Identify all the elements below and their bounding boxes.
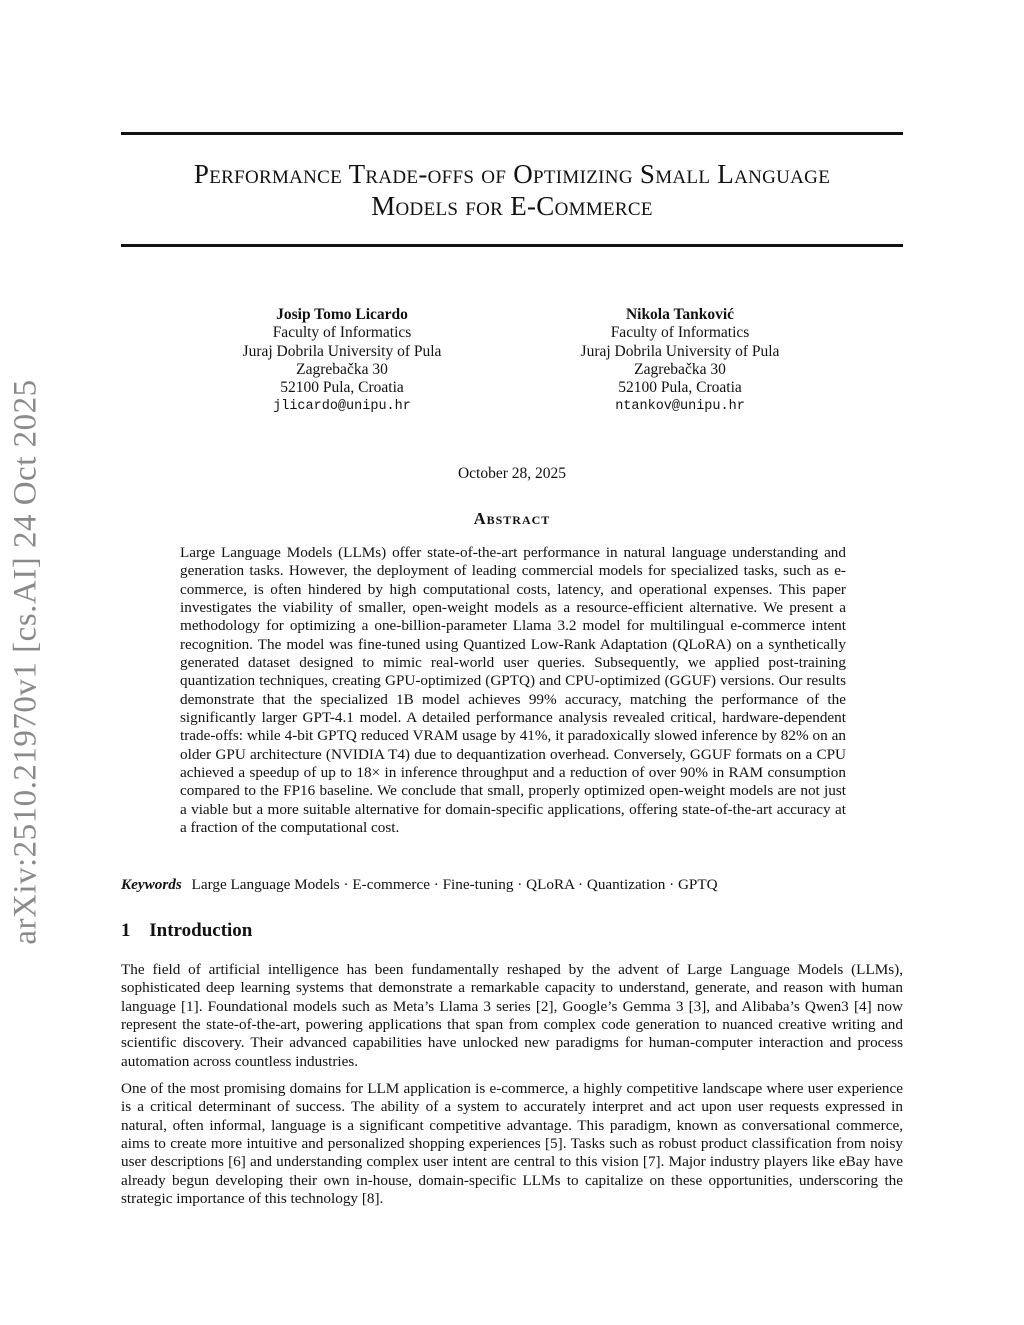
author-street: Zagrebačka 30 bbox=[296, 360, 388, 378]
paper-title-line-2: Models for E-Commerce bbox=[371, 191, 653, 221]
arxiv-identifier: arXiv:2510.21970v1 [cs.AI] 24 Oct 2025 bbox=[7, 379, 44, 945]
arxiv-sidebar bbox=[2, 372, 50, 952]
author-city: 52100 Pula, Croatia bbox=[618, 379, 742, 397]
author-block-2 bbox=[530, 306, 830, 417]
paper-title-line-1: Performance Trade-offs of Optimizing Small Language bbox=[193, 159, 831, 189]
author-name: Josip Tomo Licardo bbox=[276, 306, 408, 323]
keywords-label: Keywords bbox=[121, 876, 182, 893]
paper-title bbox=[121, 158, 903, 222]
publication-date: October 28, 2025 bbox=[457, 465, 567, 482]
author-name: Nikola Tanković bbox=[625, 306, 735, 323]
section-heading-introduction bbox=[121, 920, 252, 942]
intro-paragraph-2: One of the most promising domains for LLM application is e-commerce, a highly competitive landscape where user experience is a critical determinant of success. The ability of a system to accurately interpret and act upon user requests expressed in natural, often informal, language is a significant competitive advantage. This paradigm, known as conversational commerce, aims to create more intuitive and personalized shopping experiences [5]. Tasks such as robust product classification from noisy user descriptions [6] and understanding complex user intent are central to this vision [7]. Major industry players like eBay have already begun developing their own in-house, domain-specific LLMs to capitalize on these opportunities, underscoring the strategic importance of this technology [8]. bbox=[121, 1080, 903, 1208]
intro-paragraph-1: The field of artificial intelligence has been fundamentally reshaped by the advent of Large Language Models (LLMs), sophisticated deep learning systems that demonstrate a remarkable capacity to understand, generate, and reason with human language [1]. Foundational models such as Meta’s Llama 3 series [2], Google’s Gemma 3 [3], and Alibaba’s Qwen3 [4] now represent the state-of-the-art, powering applications that span from complex code generation to nuanced creative writing and scientific discovery. Their advanced capabilities have unlocked new paradigms for human-computer interaction and process automation across countless industries. bbox=[121, 961, 903, 1070]
keywords-list: Large Language Models · E-commerce · Fine-tuning · QLoRA · Quantization · GPTQ bbox=[191, 876, 718, 893]
abstract-heading: Abstract bbox=[473, 509, 551, 528]
author-university: Juraj Dobrila University of Pula bbox=[580, 342, 780, 360]
section-title: Introduction bbox=[149, 920, 253, 941]
section-number: 1 bbox=[121, 920, 131, 941]
author-block-1 bbox=[192, 306, 492, 417]
author-street: Zagrebačka 30 bbox=[634, 360, 726, 378]
title-top-rule bbox=[121, 132, 903, 135]
author-affiliation: Faculty of Informatics bbox=[272, 324, 412, 342]
abstract-body: Large Language Models (LLMs) offer state-of-the-art performance in natural language understanding and generation tasks. However, the deployment of leading commercial models for specialized tasks, such as e-commerce, is often hindered by high computational costs, latency, and operational expenses. This paper investigates the viability of smaller, open-weight models as a resource-efficient alternative. We present a methodology for optimizing a one-billion-parameter Llama 3.2 model for multilingual e-commerce intent recognition. The model was fine-tuned using Quantized Low-Rank Adaptation (QLoRA) on a synthetically generated dataset designed to mimic real-world user queries. Subsequently, we applied post-training quantization techniques, creating GPU-optimized (GPTQ) and CPU-optimized (GGUF) versions. Our results demonstrate that the specialized 1B model achieves 99% accuracy, matching the performance of the significantly larger GPT-4.1 model. A detailed performance analysis revealed critical, hardware-dependent trade-offs: while 4-bit GPTQ reduced VRAM usage by 41%, it paradoxically slowed inference by 82% on an older GPU architecture (NVIDIA T4) due to dequantization overhead. Conversely, GGUF formats on a CPU achieved a speedup of up to 18× in inference throughput and a reduction of over 90% in RAM consumption compared to the FP16 baseline. We conclude that small, properly optimized open-weight models are not just a viable but a more suitable alternative for domain-specific applications, offering state-of-the-art accuracy at a fraction of the computational cost. bbox=[180, 544, 846, 837]
author-email[interactable]: jlicardo@unipu.hr bbox=[273, 399, 411, 415]
title-bottom-rule bbox=[121, 244, 903, 247]
author-email[interactable]: ntankov@unipu.hr bbox=[615, 399, 745, 415]
author-city: 52100 Pula, Croatia bbox=[280, 379, 404, 397]
author-affiliation: Faculty of Informatics bbox=[610, 324, 750, 342]
keywords bbox=[121, 876, 903, 894]
author-university: Juraj Dobrila University of Pula bbox=[242, 342, 442, 360]
